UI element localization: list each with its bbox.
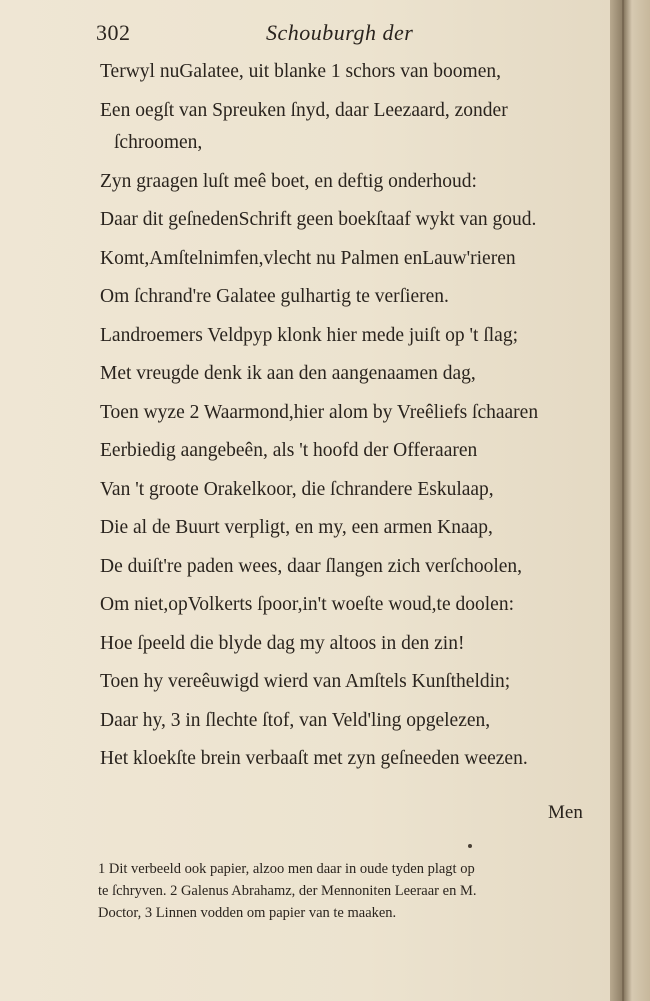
verse-line-continuation: ſchroomen, [114, 132, 203, 153]
verse-line: Een oegſt van Spreuken ſnyd, daar Leezaard, zonder [100, 99, 508, 121]
gutter-edge [622, 0, 624, 1001]
verse-line: Komt,Amſtelnimfen,vlecht nu Palmen enLauw'rieren [100, 247, 516, 269]
footnote-line: Doctor, 3 Linnen vodden om papier van te maaken. [98, 905, 397, 921]
verse-line: Met vreugde denk ik aan den aangenaamen dag, [100, 363, 476, 384]
footnotes [98, 858, 598, 924]
verse-line: De duiſt're paden wees, daar ſlangen zich verſchoolen, [100, 555, 523, 577]
catchword: Men [548, 802, 583, 823]
verse-line: Daar hy, 3 in ſlechte ſtof, van Veld'ling opgelezen, [100, 709, 491, 731]
verse-line: Terwyl nuGalatee, uit blanke 1 schors van boomen, [100, 61, 501, 82]
verse-line: Het kloekſte brein verbaaſt met zyn geſneeden weezen. [100, 748, 528, 769]
verse-line: Landroemers Veldpyp klonk hier mede juiſt op 't ſlag; [100, 324, 518, 346]
verse-line: Daar dit geſnedenSchrift geen boekſtaaf wykt van goud. [100, 209, 537, 230]
book-gutter [610, 0, 650, 1001]
printer-mark [468, 844, 472, 848]
verse-line: Hoe ſpeeld die blyde dag my altoos in den zin! [100, 632, 465, 654]
page-header [96, 18, 560, 48]
running-head: Schouburgh der [266, 20, 414, 45]
verse-block [100, 56, 600, 776]
verse-line: Toen hy vereêuwigd wierd van Amſtels Kunſtheldin; [100, 671, 511, 692]
verse-line: Om ſchrand're Galatee gulhartig te verſieren. [100, 286, 449, 307]
footnote-line: 1 Dit verbeeld ook papier, alzoo men daar in oude tyden plagt op [98, 861, 475, 877]
verse-line: Toen wyze 2 Waarmond,hier alom by Vreêliefs ſchaaren [100, 401, 539, 423]
verse-line: Van 't groote Orakelkoor, die ſchrandere Eskulaap, [100, 478, 494, 500]
verse-line: Om niet,opVolkerts ſpoor,in't woeſte woud,te doolen: [100, 594, 514, 615]
verse-line: Eerbiedig aangebeên, als 't hoofd der Offeraaren [100, 440, 478, 461]
footnote-line: te ſchryven. 2 Galenus Abrahamz, der Mennoniten Leeraar en M. [98, 883, 477, 899]
verse-line: Zyn graagen luſt meê boet, en deftig onderhoud: [100, 170, 477, 192]
page-number: 302 [96, 20, 131, 45]
verse-line: Die al de Buurt verpligt, en my, een armen Knaap, [100, 517, 493, 538]
